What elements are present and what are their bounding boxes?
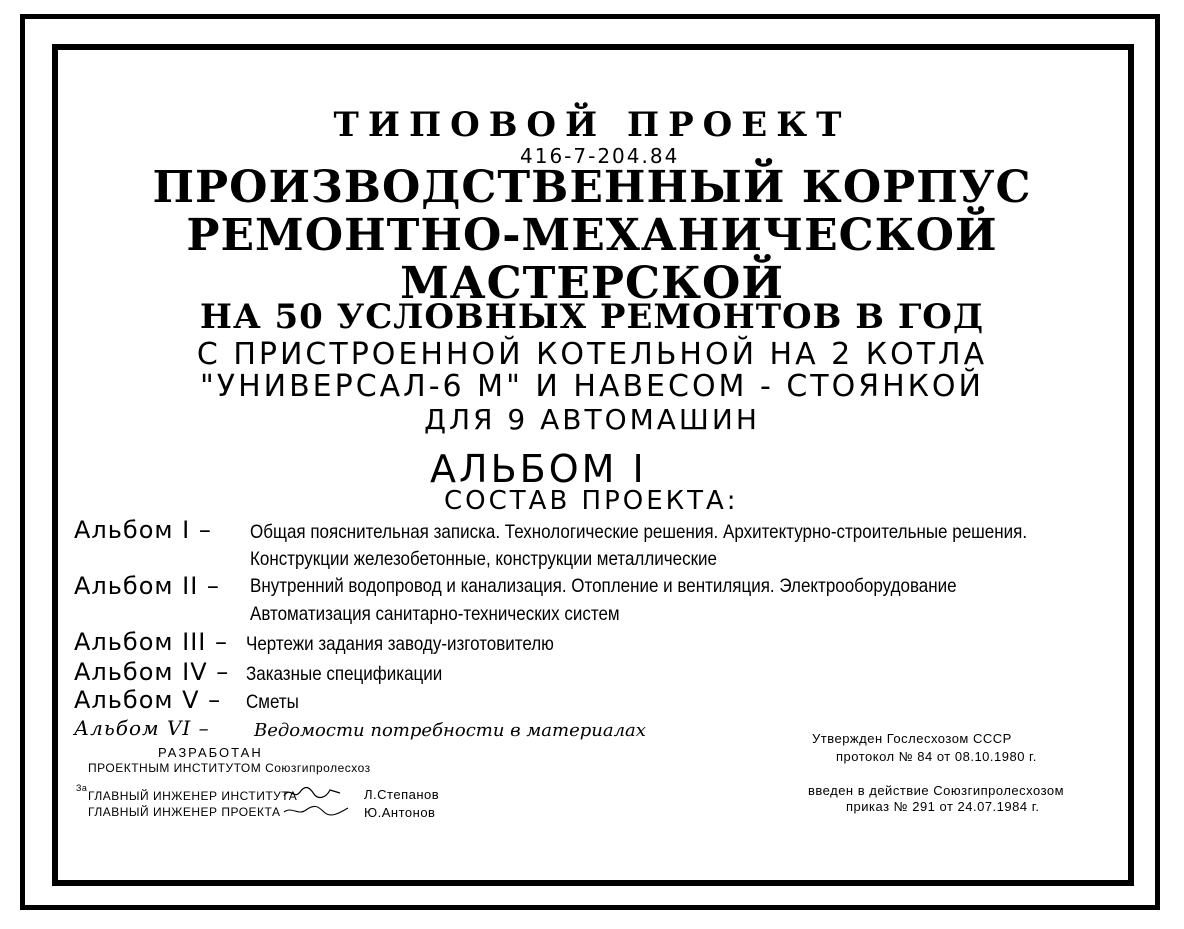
developed-by-label: РАЗРАБОТАН [158, 745, 263, 760]
approval-line-1: Утвержден Гослесхозом СССР [812, 731, 1012, 746]
developer-institute: ПРОЕКТНЫМ ИНСТИТУТОМ Союзгипролесхоз [88, 761, 371, 775]
chief-engineer-institute-name: Л.Степанов [364, 787, 440, 802]
album-4-text: Заказные спецификации [246, 662, 443, 685]
album-1-text-continued: Конструкции железобетонные, конструкции металлические [250, 547, 717, 570]
project-code: 416-7-204.84 [520, 144, 680, 168]
chief-engineer-project-title: ГЛАВНЫЙ ИНЖЕНЕР ПРОЕКТА [88, 805, 281, 819]
album-5-label: Альбом V – [74, 686, 222, 714]
approval-line-3: введен в действие Союзгипролесхозом [808, 783, 1065, 798]
project-name-line-6: "УНИВЕРСАЛ-6 М" И НАВЕСОМ - СТОЯНКОЙ [200, 369, 984, 404]
project-name-line-2: РЕМОНТНО-МЕХАНИЧЕСКОЙ [186, 210, 998, 261]
album-2-text: Внутренний водопровод и канализация. Отопление и вентиляция. Электрооборудование [250, 574, 957, 597]
project-name-line-1: ПРОИЗВОДСТВЕННЫЙ КОРПУС [152, 162, 1032, 213]
project-name-line-5: С ПРИСТРОЕННОЙ КОТЕЛЬНОЙ НА 2 КОТЛА [196, 337, 988, 372]
signature-project-mark [282, 802, 352, 818]
album-2-text-continued: Автоматизация санитарно-технических систем [250, 602, 620, 625]
album-5-text: Сметы [246, 690, 299, 713]
signature-project [282, 802, 352, 821]
project-name-line-4: НА 50 УСЛОВНЫХ РЕМОНТОВ В ГОД [199, 297, 985, 337]
project-name-line-7: ДЛЯ 9 АВТОМАШИН [424, 403, 760, 436]
chief-engineer-project-name: Ю.Антонов [364, 805, 436, 820]
album-1-label: Альбом I – [74, 516, 212, 544]
composition-title: СОСТАВ ПРОЕКТА: [444, 486, 739, 516]
album-title: АЛЬБОМ I [430, 447, 647, 491]
chief-engineer-institute-title: ГЛАВНЫЙ ИНЖЕНЕР ИНСТИТУТА [88, 789, 298, 803]
acting-prefix: За [76, 783, 88, 793]
album-2-label: Альбом II – [74, 572, 220, 600]
signature-institute-mark [282, 784, 342, 802]
approval-line-4: приказ № 291 от 24.07.1984 г. [846, 799, 1040, 814]
album-3-label: Альбом III – [74, 628, 228, 656]
document-heading: ТИПОВОЙ ПРОЕКТ [333, 105, 851, 145]
album-6-text: Ведомости потребности в материалах [254, 720, 646, 741]
project-name-line-3: МАСТЕРСКОЙ [400, 258, 784, 309]
approval-line-2: протокол № 84 от 08.10.1980 г. [836, 749, 1037, 764]
album-6-label: Альбом VI – [74, 716, 210, 740]
album-1-text: Общая пояснительная записка. Технологические решения. Архитектурно-строительные решения. [250, 520, 1028, 543]
album-3-text: Чертежи задания заводу-изготовителю [246, 632, 554, 655]
album-4-label: Альбом IV – [74, 658, 230, 686]
